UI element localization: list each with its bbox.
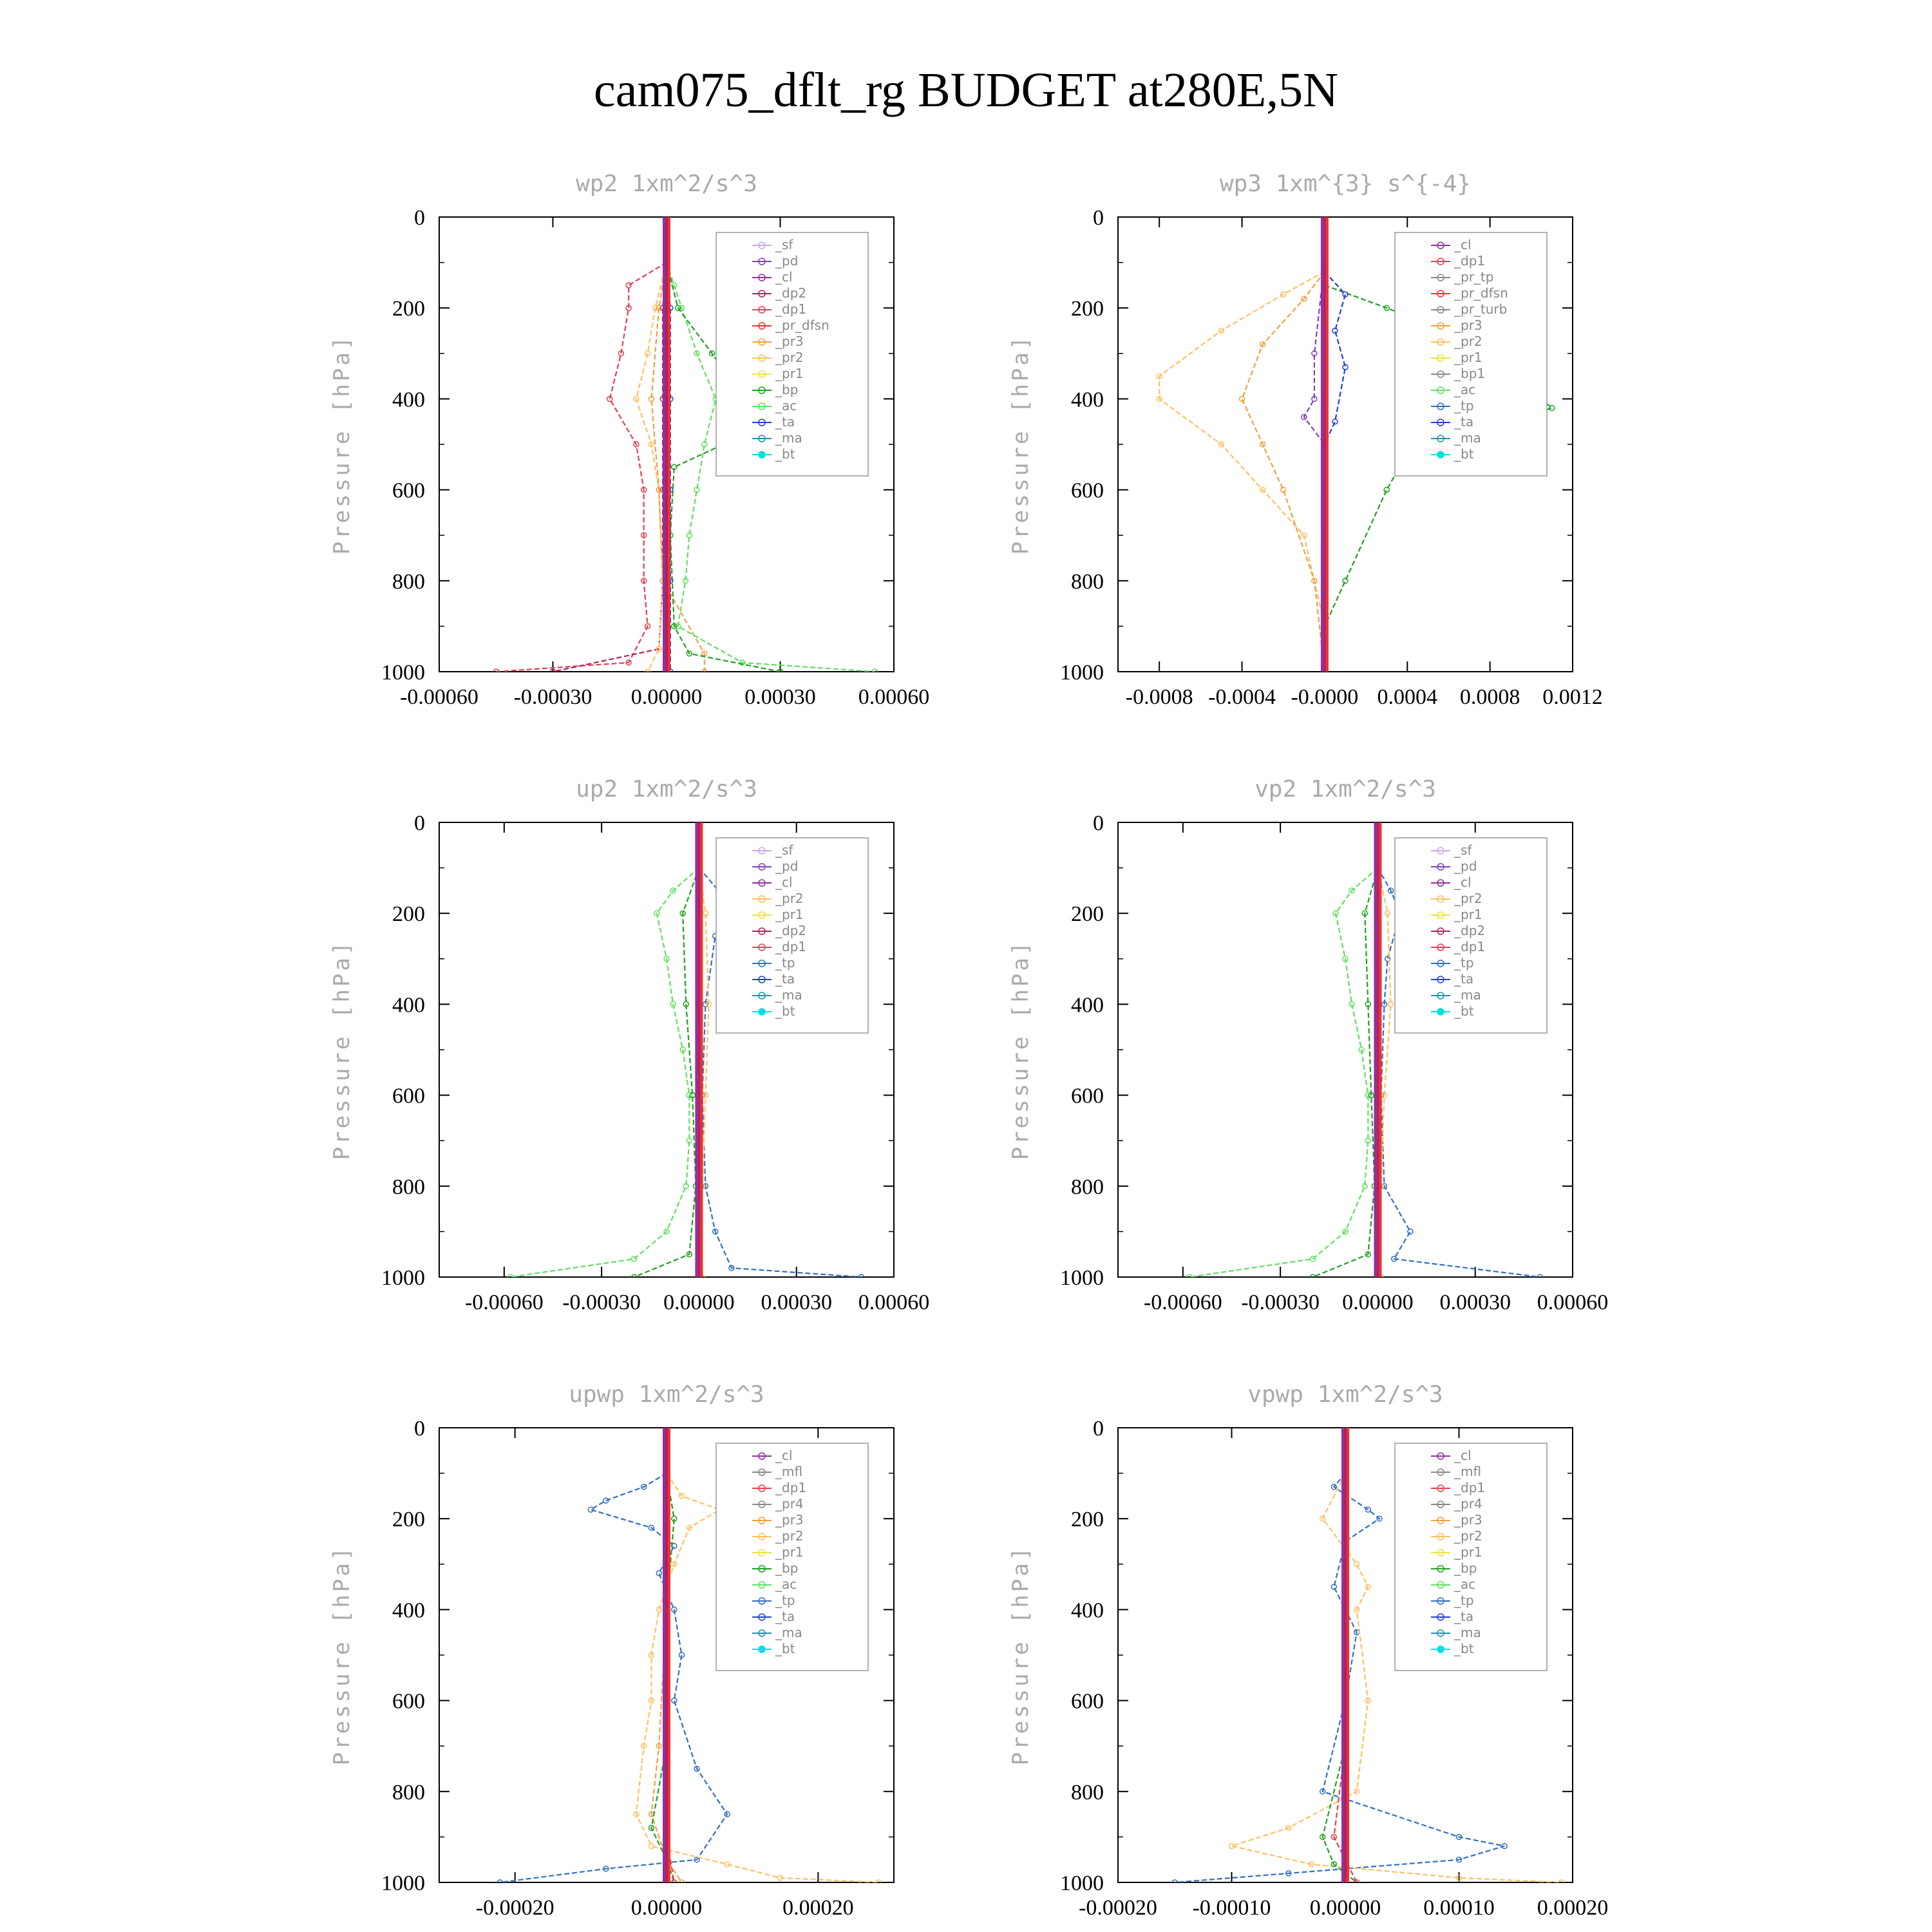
legend-label: _ac xyxy=(775,398,797,413)
legend-label: _cl xyxy=(1454,1448,1472,1463)
chart-panel-2 xyxy=(1008,171,1603,709)
series-line-pr3 xyxy=(1242,272,1325,672)
legend-label: _tp xyxy=(775,1593,795,1608)
x-tick-label: -0.00030 xyxy=(1241,1291,1320,1314)
y-tick-label: 200 xyxy=(1071,297,1104,321)
legend-label: _dp1 xyxy=(1454,1480,1486,1495)
y-tick-label: 1000 xyxy=(381,1266,425,1290)
legend-label: _dp1 xyxy=(775,939,807,954)
series-line-dp2 xyxy=(1313,868,1378,1277)
y-tick-label: 400 xyxy=(1071,993,1104,1018)
x-tick-label: -0.00030 xyxy=(562,1291,641,1314)
data-point-pr3 xyxy=(1240,396,1245,401)
y-tick-label: 1000 xyxy=(1060,1266,1104,1290)
legend-label: _ta xyxy=(1454,1609,1474,1624)
panel-title: wp3 1xm^{3} s^{-4} xyxy=(1219,171,1472,197)
legend-label: _pr1 xyxy=(775,366,804,381)
y-tick-label: 800 xyxy=(392,1175,425,1199)
legend-marker xyxy=(759,1646,765,1653)
chart-panel-3 xyxy=(329,776,929,1314)
x-tick-label: 0.00000 xyxy=(630,1896,703,1920)
legend-label: _pr2 xyxy=(775,350,804,365)
series-line-dp2 xyxy=(553,263,667,672)
y-axis-label: Pressure [hPa] xyxy=(329,939,355,1160)
y-tick-label: 400 xyxy=(1071,388,1104,412)
x-tick-label: 0.00000 xyxy=(663,1291,735,1314)
y-tick-label: 200 xyxy=(392,1508,425,1532)
x-tick-label: 0.00030 xyxy=(744,685,816,709)
panel-title: up2 1xm^2/s^3 xyxy=(576,776,757,802)
legend-label: _dp1 xyxy=(1454,939,1486,954)
x-tick-label: 0.00020 xyxy=(782,1896,854,1920)
legend-label: _tp xyxy=(1454,398,1474,413)
legend-label: _ac xyxy=(1454,1577,1476,1592)
legend-marker xyxy=(759,1009,765,1015)
legend-label: _bp xyxy=(775,382,799,397)
chart-panel-1 xyxy=(329,171,929,709)
legend-label: _ac xyxy=(775,1577,797,1592)
legend-label: _dp1 xyxy=(775,1480,807,1495)
legend-label: _pr3 xyxy=(1454,1512,1482,1528)
data-point-pr2 xyxy=(1354,1562,1359,1567)
y-tick-label: 600 xyxy=(1071,1084,1104,1108)
y-tick-label: 200 xyxy=(1071,1508,1104,1532)
y-tick-label: 0 xyxy=(1093,206,1104,230)
y-tick-label: 0 xyxy=(1093,811,1104,835)
y-tick-label: 400 xyxy=(1071,1598,1104,1623)
legend-label: _bt xyxy=(775,1641,795,1656)
x-tick-label: 0.00060 xyxy=(1537,1291,1609,1314)
legend-label: _dp1 xyxy=(1454,253,1486,269)
x-tick-label: -0.0004 xyxy=(1208,685,1276,709)
y-tick-label: 1000 xyxy=(1060,1871,1104,1895)
x-tick-label: -0.00060 xyxy=(400,685,478,709)
legend-label: _pr_tp xyxy=(1454,269,1494,285)
x-tick-label: 0.0004 xyxy=(1377,685,1438,709)
x-tick-label: 0.00060 xyxy=(858,685,930,709)
x-tick-label: -0.00010 xyxy=(1192,1896,1271,1920)
y-tick-label: 200 xyxy=(392,297,425,321)
legend-label: _sf xyxy=(775,842,793,858)
legend-label: _cl xyxy=(1454,237,1472,252)
x-tick-label: -0.00030 xyxy=(513,685,592,709)
legend-label: _tp xyxy=(775,955,795,971)
legend-label: _ma xyxy=(775,987,802,1003)
legend-label: _mfl xyxy=(1454,1464,1482,1479)
series-line-bp xyxy=(1323,1473,1357,1882)
legend-label: _sf xyxy=(1454,842,1472,858)
legend-label: _cl xyxy=(775,875,793,890)
y-tick-label: 0 xyxy=(1093,1417,1104,1441)
y-tick-label: 800 xyxy=(1071,569,1104,594)
legend-label: _dp1 xyxy=(775,301,807,317)
x-tick-label: 0.00020 xyxy=(1537,1896,1609,1920)
panel-title: upwp 1xm^2/s^3 xyxy=(569,1381,764,1408)
x-tick-label: -0.0008 xyxy=(1125,685,1193,709)
legend-label: _pr2 xyxy=(1454,891,1482,906)
legend-label: _bp xyxy=(775,1560,799,1576)
legend-label: _cl xyxy=(775,1448,793,1463)
legend-label: _pr_dfsn xyxy=(775,317,829,333)
legend-label: _bt xyxy=(1454,446,1474,462)
data-point-bp1 xyxy=(1384,488,1389,493)
chart-panel-5 xyxy=(329,1381,894,1920)
legend-label: _bp1 xyxy=(1454,366,1486,381)
series-line-tp xyxy=(500,1473,727,1882)
legend-label: _ac xyxy=(1454,382,1476,397)
y-tick-label: 400 xyxy=(392,993,425,1018)
legend-label: _pr2 xyxy=(775,891,804,906)
panel-title: vpwp 1xm^2/s^3 xyxy=(1247,1381,1443,1408)
legend-label: _pd xyxy=(775,858,799,874)
legend-label: _ma xyxy=(1454,987,1481,1003)
legend-label: _pr1 xyxy=(775,1544,804,1560)
x-tick-label: 0.0012 xyxy=(1542,685,1603,709)
panel-title: wp2 1xm^2/s^3 xyxy=(576,171,757,197)
legend-label: _ta xyxy=(1454,971,1474,987)
legend-label: _ma xyxy=(775,430,802,446)
y-tick-label: 1000 xyxy=(381,1871,425,1895)
x-tick-label: -0.00020 xyxy=(475,1896,554,1920)
y-axis-label: Pressure [hPa] xyxy=(329,1544,355,1766)
legend-label: _bt xyxy=(775,446,795,462)
legend-label: _pd xyxy=(1454,858,1477,874)
y-tick-label: 600 xyxy=(392,1689,425,1714)
series-line-dp1 xyxy=(1189,868,1378,1277)
y-tick-label: 0 xyxy=(414,1417,425,1441)
x-tick-label: 0.00000 xyxy=(1342,1291,1414,1314)
data-point-dp1 xyxy=(626,283,631,288)
x-tick-label: 0.00000 xyxy=(630,685,703,709)
x-tick-label: 0.0008 xyxy=(1459,685,1520,709)
legend-label: _pr4 xyxy=(775,1496,804,1511)
y-axis-label: Pressure [hPa] xyxy=(1008,939,1034,1160)
legend-label: _sf xyxy=(775,237,793,252)
legend-label: _pr_dfsn xyxy=(1454,285,1508,301)
legend-label: _ma xyxy=(1454,1625,1481,1640)
x-tick-label: 0.00000 xyxy=(1309,1896,1381,1920)
panel-title: vp2 1xm^2/s^3 xyxy=(1255,776,1436,802)
series-line-pr3 xyxy=(652,263,705,672)
legend-label: _pr1 xyxy=(1454,907,1482,922)
legend-label: _pr2 xyxy=(775,1528,804,1544)
data-point-dp1 xyxy=(632,1256,637,1262)
legend-label: _dp2 xyxy=(775,923,807,938)
y-axis-label: Pressure [hPa] xyxy=(329,334,355,555)
y-tick-label: 800 xyxy=(392,1780,425,1804)
legend-label: _pr1 xyxy=(1454,1544,1482,1560)
legend-label: _pr2 xyxy=(1454,1528,1482,1544)
y-axis-label: Pressure [hPa] xyxy=(1008,1544,1034,1766)
x-tick-label: -0.00060 xyxy=(1143,1291,1222,1314)
y-tick-label: 200 xyxy=(392,902,425,927)
page-title: cam075_dflt_rg BUDGET at280E,5N xyxy=(593,63,1339,117)
legend-label: _tp xyxy=(1454,955,1474,971)
legend-label: _pr2 xyxy=(1454,334,1482,349)
legend-label: _ma xyxy=(1454,430,1481,446)
legend-marker xyxy=(759,451,765,458)
x-tick-label: 0.00010 xyxy=(1423,1896,1495,1920)
legend-label: _pr1 xyxy=(775,907,804,922)
legend-label: _dp2 xyxy=(1454,923,1486,938)
chart-panel-6 xyxy=(1008,1381,1608,1920)
y-tick-label: 600 xyxy=(392,1084,425,1108)
legend-marker xyxy=(1437,1646,1444,1653)
legend-label: _pr3 xyxy=(775,1512,804,1528)
x-tick-label: -0.00020 xyxy=(1079,1896,1157,1920)
legend-label: _ta xyxy=(1454,414,1474,430)
legend-label: _tp xyxy=(1454,1593,1474,1608)
y-tick-label: 800 xyxy=(1071,1780,1104,1804)
legend-marker xyxy=(1437,451,1444,458)
legend-label: _cl xyxy=(1454,875,1472,890)
x-tick-label: 0.00030 xyxy=(1439,1291,1511,1314)
data-point-ta xyxy=(1332,419,1338,424)
legend-label: _ta xyxy=(775,1609,795,1624)
legend-label: _pr1 xyxy=(1454,350,1482,365)
series-line-dp2 xyxy=(634,868,699,1277)
legend-label: _bt xyxy=(1454,1641,1474,1656)
x-tick-label: 0.00060 xyxy=(858,1291,930,1314)
x-tick-label: -0.0000 xyxy=(1291,685,1359,709)
y-tick-label: 400 xyxy=(392,388,425,412)
chart-panel-4 xyxy=(1008,776,1608,1314)
y-tick-label: 800 xyxy=(1071,1175,1104,1199)
legend-label: _pr3 xyxy=(1454,317,1482,333)
legend-label: _ta xyxy=(775,971,795,987)
legend-label: _ta xyxy=(775,414,795,430)
y-tick-label: 1000 xyxy=(1060,661,1104,685)
y-tick-label: 800 xyxy=(392,569,425,594)
legend-marker xyxy=(1437,1009,1444,1015)
legend-label: _dp2 xyxy=(775,285,807,301)
x-tick-label: 0.00030 xyxy=(761,1291,832,1314)
y-axis-label: Pressure [hPa] xyxy=(1008,334,1034,555)
y-tick-label: 600 xyxy=(1071,478,1104,503)
data-point-tp xyxy=(1408,1229,1413,1234)
legend-label: _bp xyxy=(1454,1560,1477,1576)
y-tick-label: 600 xyxy=(392,478,425,503)
legend-label: _pd xyxy=(775,253,799,269)
series-line-dp1 xyxy=(511,868,699,1277)
y-tick-label: 400 xyxy=(392,1598,425,1623)
legend-label: _cl xyxy=(775,269,793,285)
x-tick-label: -0.00060 xyxy=(464,1291,544,1314)
series-line-pr2 xyxy=(636,263,667,672)
series-line-pr2 xyxy=(1159,272,1325,672)
legend-label: _pr4 xyxy=(1454,1496,1482,1511)
y-tick-label: 0 xyxy=(414,811,425,835)
legend-label: _bt xyxy=(1454,1003,1474,1019)
y-tick-label: 600 xyxy=(1071,1689,1104,1714)
y-tick-label: 200 xyxy=(1071,902,1104,927)
data-point-dp1 xyxy=(1311,1256,1316,1262)
legend-label: _mfl xyxy=(775,1464,803,1479)
series-line-dp1 xyxy=(496,263,667,672)
legend-label: _bt xyxy=(775,1003,795,1019)
legend-label: _pr3 xyxy=(775,334,804,349)
data-point-bp1 xyxy=(1343,578,1348,583)
y-tick-label: 1000 xyxy=(381,661,425,685)
legend-label: _ma xyxy=(775,1625,802,1640)
y-tick-label: 0 xyxy=(414,206,425,230)
legend-label: _pr_turb xyxy=(1454,301,1508,317)
